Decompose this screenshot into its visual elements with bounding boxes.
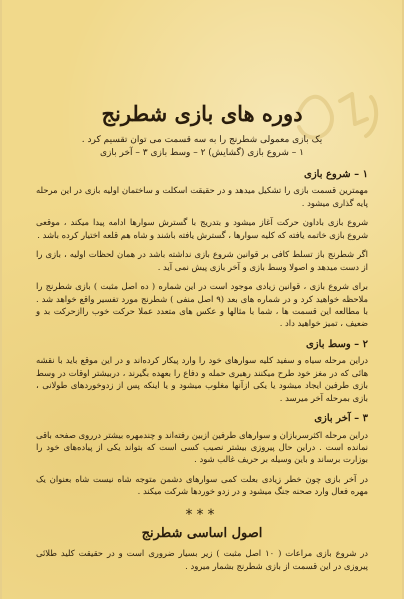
page-title: دوره های بازی شطرنج <box>101 101 303 126</box>
section-paragraph: در آخر بازی چون خطر زیادی بعلت کمی سوارهای دشمن متوجه شاه نیست شاه بعنوان یک مهره فعال وارد صحنه جنگ میشود و در زدو خوردها شرکت میکند . <box>36 473 368 497</box>
section-heading-middlegame: ۲ – وسط بازی <box>305 338 368 350</box>
section-paragraph: مهمترین قسمت بازی را تشکیل میدهد و در حقیقت اسکلت و ساختمان اولیه بازی در این مرحله پایه گذاری میشود . <box>36 185 368 208</box>
bottom-paragraph: در شروع بازی مراعات ( ۱۰ اصل مثبت ) زیر بسیار ضروری است و در حقیقت کلید طلائی پیروزی در این قسمت از بازی شطرنج بشمار میرود . <box>36 548 368 571</box>
section-subtitle: اصول اساسی شطرنج <box>141 525 263 541</box>
section-paragraph: دراین مرحله اکثرسربازان و سوارهای طرفین ازبین رفته‌اند و چندمهره بیشتر درروی صفحه باقی نمانده است . دراین حال پیروزی بیشتر نصیب کسی است که بتواند یکی از پیاده‌های خود را بوزارت برساند و باین وسیله بر حریف غالب شود . <box>36 429 368 465</box>
intro-line-1: یک بازی معمولی شطرنج را به سه قسمت می توان تقسیم کرد . <box>81 135 323 146</box>
section-heading-opening: ۱ – شروع بازی <box>304 168 368 180</box>
section-paragraph: اگر شطرنج باز تسلط کافی بر قوانین شروع بازی نداشته باشد در همان لحظات اولیه ، بازی را از دست میدهد و اصولا وسط بازی و آخر بازی پیش نمی آید . <box>36 249 368 272</box>
section-heading-endgame: ۳ – آخر بازی <box>314 413 368 425</box>
intro-line-2: ۱ – شروع بازی (گشایش) ۲ – وسط بازی ۳ – آخر بازی <box>99 148 305 159</box>
document-content <box>36 102 368 585</box>
separator-stars: *** <box>185 506 219 523</box>
section-paragraph: شروع بازی باداون حرکت آغاز میشود و بتدریج با گسترش سوارها ادامه پیدا میکند ، موقعی شروع بازی خاتمه یافته که کلیه سوارها ، گسترش یافته باشند و شاه هم قلعه اختیار کرده باشد . <box>36 217 368 240</box>
section-paragraph: دراین مرحله سیاه و سفید کلیه سوارهای خود را وارد پیکار کرده‌اند و در این موقع باید با نقشه هائی که در مغز خود طرح میکنند رهبری حمله و دفاع را بعهده بگیرند ، دربیشتر اوقات در وسط بازی طرفین ایجاد میشود یا یکی ازآنها مغلوب میشود و یا اینکه پس از زدوخوردهای طولانی ، بازی بمرحله آخر میرسد . <box>36 355 368 403</box>
section-paragraph: برای شروع بازی ، قوانین زیادی موجود است در این شماره ( ده اصل مثبت ) بازی شطرنج را ملاحظه خواهید کرد و در شماره های بعد (۹ اصل منفی ) شطرنج مورد تفسیر واقع خواهد شد . با مطالعه این قسمت ها ، شما با مثالها و عکس های متعدد عملا حرکت خوب راازحرکت بد و ضعیف ، تمیز خواهید داد . <box>36 281 368 329</box>
